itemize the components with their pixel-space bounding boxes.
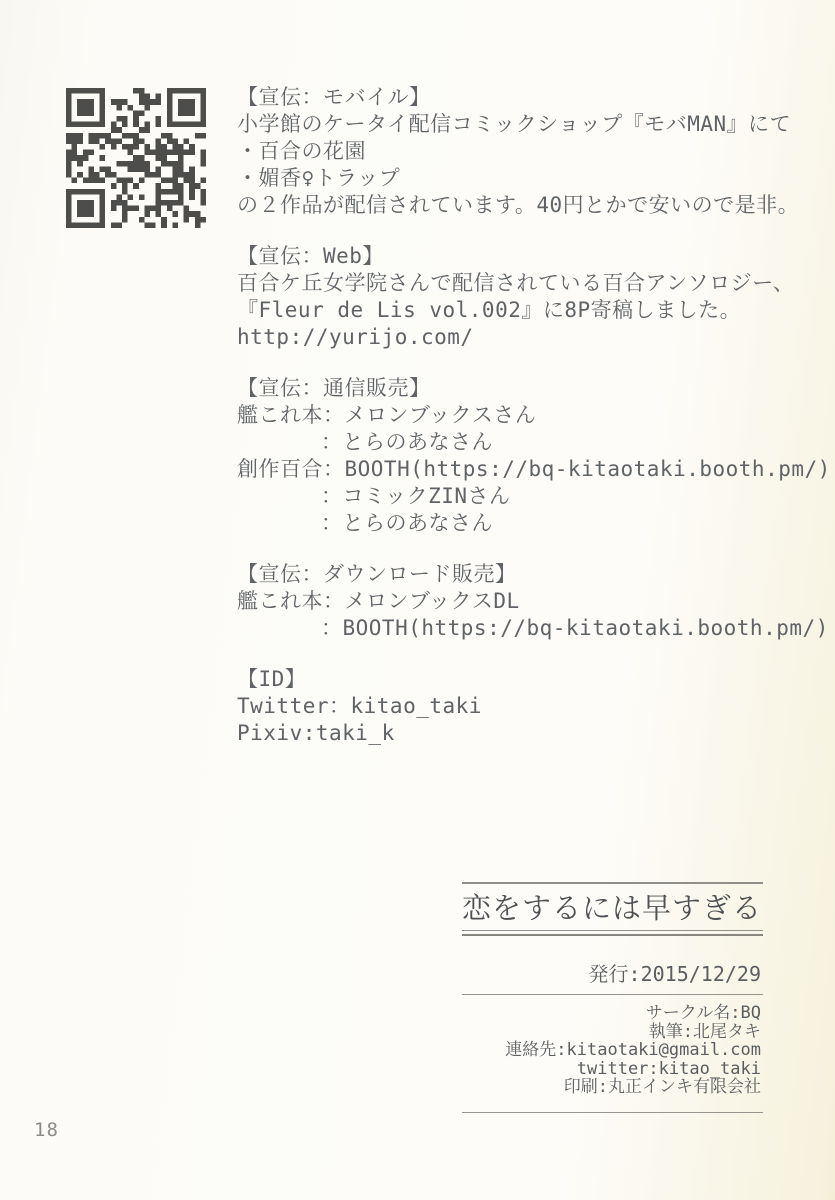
book-title: 恋をするには早すぎる bbox=[462, 891, 763, 925]
section-header: 【宣伝：Web】 bbox=[237, 244, 384, 268]
text-line: 艦これ本：メロンブックスDL bbox=[237, 589, 520, 613]
text-line: ：BOOTH(https://bq-kitaotaki.booth.pm/) bbox=[321, 616, 829, 640]
colophon-details bbox=[462, 995, 763, 1112]
ad-section-mobile bbox=[237, 84, 817, 219]
qr-code-icon bbox=[66, 88, 206, 228]
text-line: ：とらのあなさん bbox=[321, 430, 493, 454]
publication-date: 発行:2015/12/29 bbox=[588, 962, 761, 986]
advertisement-column bbox=[237, 84, 831, 771]
colophon-bottom-rule bbox=[462, 1112, 763, 1113]
section-header: 【ID】 bbox=[237, 667, 307, 691]
text-line: 『Fleur de Lis vol.002』に8P寄稿しました。 bbox=[237, 298, 742, 322]
ad-section-mail-order bbox=[237, 375, 831, 537]
colophon-box bbox=[462, 882, 763, 1113]
text-line: 艦これ本：メロンブックスさん bbox=[237, 403, 537, 427]
text-line: 小学館のケータイ配信コミックショップ『モバMAN』にて bbox=[237, 112, 792, 136]
circle-name: サークル名:BQ bbox=[645, 1003, 761, 1023]
section-header: 【宣伝：通信販売】 bbox=[237, 376, 431, 400]
text-line: の２作品が配信されています。40円とかで安いので是非。 bbox=[237, 193, 800, 217]
id-section bbox=[237, 666, 817, 747]
text-line: ・百合の花園 bbox=[237, 139, 366, 163]
text-line: ・媚香♀トラップ bbox=[237, 166, 401, 190]
text-line: http://yurijo.com/ bbox=[237, 325, 474, 349]
twitter-handle: twitter:kitao_taki bbox=[576, 1058, 761, 1079]
author-name: 執筆:北尾タキ bbox=[648, 1021, 761, 1042]
text-line: Twitter：kitao_taki bbox=[237, 694, 482, 718]
ad-section-download bbox=[237, 561, 829, 642]
text-line: Pixiv:taki_k bbox=[237, 721, 395, 745]
ad-section-web bbox=[237, 243, 817, 351]
section-header: 【宣伝：モバイル】 bbox=[237, 85, 431, 109]
printer-name: 印刷:丸正インキ有限会社 bbox=[563, 1077, 761, 1097]
contact-email: 連絡先:kitaotaki@gmail.com bbox=[505, 1040, 761, 1060]
colophon-title-underline bbox=[462, 930, 763, 936]
text-line: 百合ケ丘女学院さんで配信されている百合アンソロジー、 bbox=[237, 271, 795, 295]
page-number: 18 bbox=[34, 1119, 59, 1141]
qr-code-pattern bbox=[66, 88, 206, 228]
text-line: 創作百合：BOOTH(https://bq-kitaotaki.booth.pm/) bbox=[237, 457, 831, 481]
section-header: 【宣伝：ダウンロード販売】 bbox=[237, 562, 517, 586]
text-line: ：コミックZINさん bbox=[321, 484, 511, 508]
text-line: ：とらのあなさん bbox=[321, 511, 493, 535]
